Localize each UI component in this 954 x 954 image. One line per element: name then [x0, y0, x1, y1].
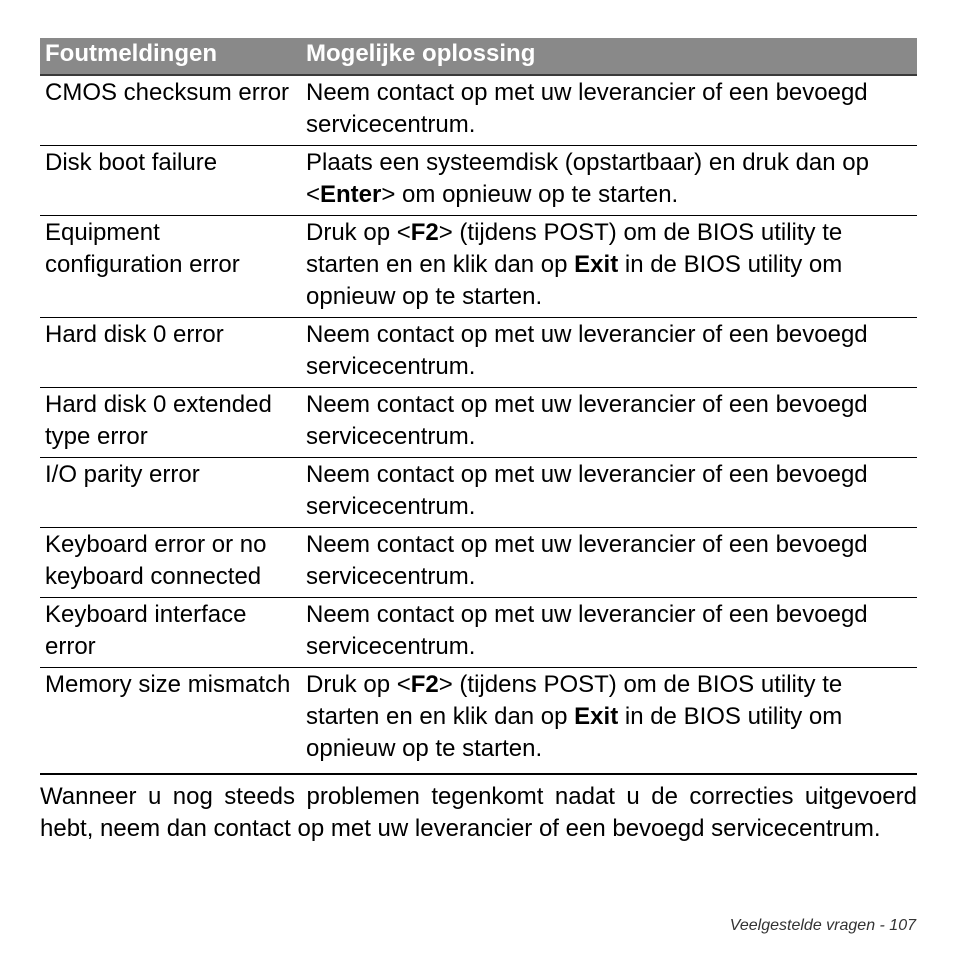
- error-messages-table: [40, 38, 917, 775]
- solution-text: Neem contact op met uw leverancier of een bevoegd servicecentrum.: [306, 391, 868, 450]
- error-message-cell: Disk boot failure: [40, 146, 301, 216]
- solution-text: Neem contact op met uw leverancier of een bevoegd servicecentrum.: [306, 531, 868, 590]
- table-body: [40, 75, 917, 774]
- solution-text: in de BIOS utility om opnieuw op te starten.: [306, 703, 843, 762]
- key-label: Exit: [574, 703, 619, 730]
- column-header-solution: Mogelijke oplossing: [301, 38, 917, 75]
- solution-text: Neem contact op met uw leverancier of een bevoegd servicecentrum.: [306, 321, 868, 380]
- solution-text: in de BIOS utility om opnieuw op te starten.: [306, 251, 843, 310]
- error-message-cell: CMOS checksum error: [40, 75, 301, 146]
- solution-text: Druk op <: [306, 219, 411, 246]
- solution-cell: [301, 318, 917, 388]
- solution-text: > (tijdens POST) om de BIOS utility te starten en en klik dan op: [306, 671, 843, 730]
- error-message-cell: Memory size mismatch: [40, 668, 301, 775]
- table-header-row: [40, 38, 917, 75]
- error-message-cell: Keyboard interface error: [40, 598, 301, 668]
- table-row: [40, 216, 917, 318]
- solution-text: Neem contact op met uw leverancier of een bevoegd servicecentrum.: [306, 461, 868, 520]
- key-label: F2: [410, 671, 439, 698]
- solution-text: Neem contact op met uw leverancier of een bevoegd servicecentrum.: [306, 601, 868, 660]
- table-row: [40, 146, 917, 216]
- key-label: Enter: [320, 181, 382, 208]
- table-row: [40, 528, 917, 598]
- solution-cell: [301, 598, 917, 668]
- solution-text: Neem contact op met uw leverancier of een bevoegd servicecentrum.: [306, 79, 868, 138]
- solution-cell: [301, 216, 917, 318]
- error-message-cell: Keyboard error or no keyboard connected: [40, 528, 301, 598]
- solution-cell: [301, 75, 917, 146]
- solution-text: Druk op <: [306, 671, 411, 698]
- key-label: Exit: [574, 251, 619, 278]
- table-row: [40, 598, 917, 668]
- table-row: [40, 458, 917, 528]
- page-content: [40, 38, 917, 845]
- error-message-cell: Equipment configuration error: [40, 216, 301, 318]
- page-footer: Veelgestelde vragen - 107: [729, 917, 916, 934]
- key-label: F2: [410, 219, 439, 246]
- solution-text: Plaats een systeemdisk (opstartbaar) en druk dan op <: [306, 149, 869, 208]
- error-message-cell: Hard disk 0 extended type error: [40, 388, 301, 458]
- solution-cell: [301, 458, 917, 528]
- table-row: [40, 668, 917, 775]
- table-header: [40, 38, 917, 75]
- solution-text: > om opnieuw op te starten.: [381, 181, 679, 208]
- solution-cell: [301, 528, 917, 598]
- solution-cell: [301, 146, 917, 216]
- solution-text: > (tijdens POST) om de BIOS utility te starten en en klik dan op: [306, 219, 843, 278]
- solution-cell: [301, 668, 917, 775]
- error-message-cell: Hard disk 0 error: [40, 318, 301, 388]
- table-row: [40, 75, 917, 146]
- column-header-error: Foutmeldingen: [40, 38, 301, 75]
- table-row: [40, 388, 917, 458]
- closing-note: Wanneer u nog steeds problemen tegenkomt nadat u de correcties uitgevoerd hebt, neem dan contact op met uw leverancier of een bevoegd servicecentrum.: [40, 783, 917, 842]
- table-row: [40, 318, 917, 388]
- solution-cell: [301, 388, 917, 458]
- error-message-cell: I/O parity error: [40, 458, 301, 528]
